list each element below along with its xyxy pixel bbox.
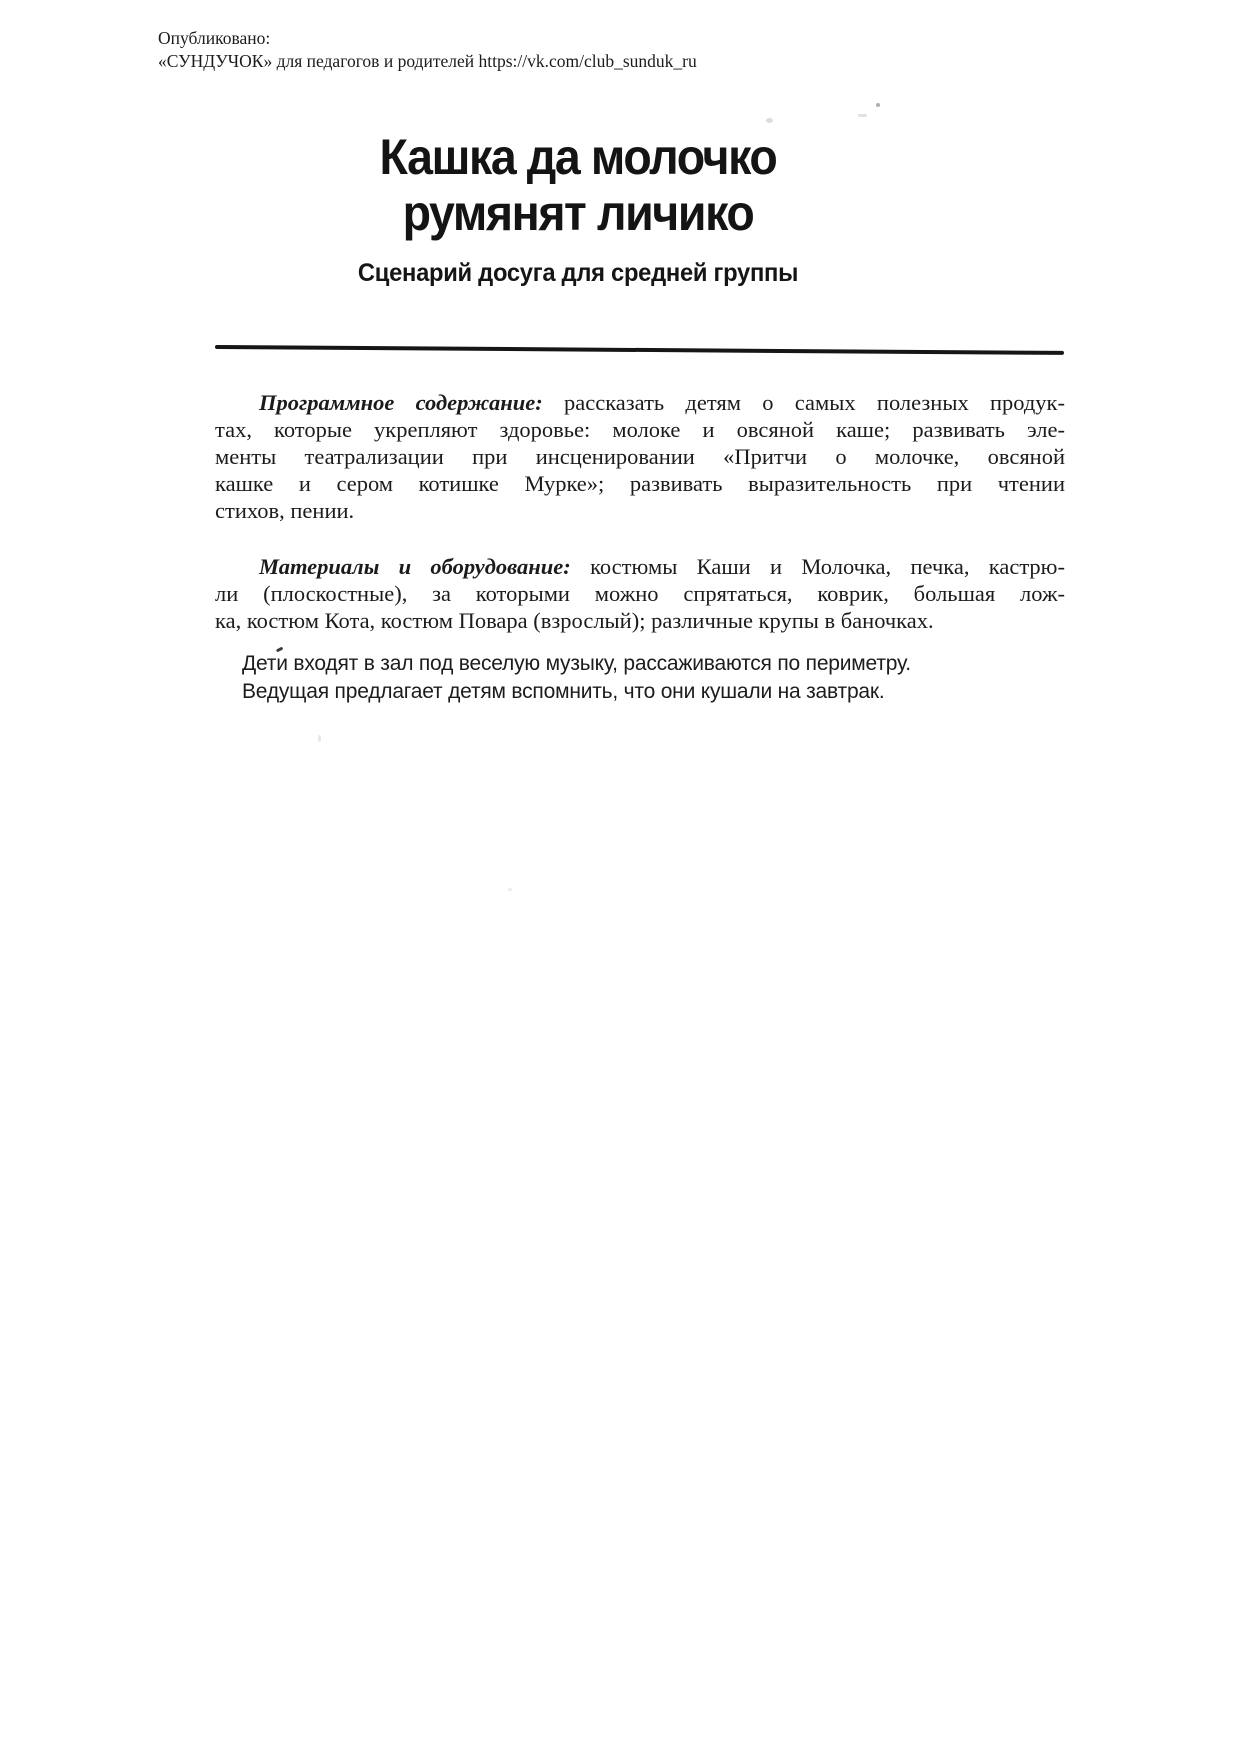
paragraph-line: стихов, пении.	[215, 498, 355, 523]
title-line-2: румянят личико	[402, 185, 754, 241]
paragraph-line	[215, 553, 1065, 580]
scan-speck	[858, 114, 867, 117]
title-line-1: Кашка да молочко	[379, 129, 777, 185]
paragraph-program-content	[215, 389, 1065, 524]
scan-speck	[508, 888, 512, 891]
stage-direction-line: Дети входят в зал под веселую музыку, рассаживаются по периметру.	[242, 652, 911, 675]
document-title	[215, 129, 941, 241]
paragraph-line: тах, которые укрепляют здоровье: молоке и овсяной каше; развивать эле-	[215, 417, 1065, 442]
paragraph-line: менты театрализации при инсценировании «Притчи о молочке, овсяной	[215, 444, 1065, 469]
scan-speck	[876, 103, 880, 107]
paragraph-line: ли (плоскостные), за которыми можно спрятаться, коврик, большая лож-	[215, 581, 1065, 606]
published-label: Опубликовано:	[158, 28, 271, 48]
paragraph-line: ка, костюм Кота, костюм Повара (взрослый); различные крупы в баночках.	[215, 608, 934, 633]
scan-speck	[766, 118, 773, 123]
stage-direction-line: Ведущая предлагает детям вспомнить, что они кушали на завтрак.	[242, 679, 885, 703]
paragraph-lead: Материалы и оборудование:	[259, 554, 571, 579]
paragraph-line-rest: костюмы Каши и Молочка, печка, кастрю-	[570, 554, 1065, 579]
source-line: «СУНДУЧОК» для педагогов и родителей https://vk.com/club_sunduk_ru	[158, 50, 697, 71]
paragraph-materials	[215, 553, 1065, 634]
paragraph-line-rest: рассказать детям о самых полезных продук-	[542, 390, 1065, 415]
paragraph-lead: Программное содержание:	[259, 390, 543, 415]
stage-directions	[242, 650, 942, 705]
publication-header	[158, 27, 697, 72]
paragraph-line: кашке и сером котишке Мурке»; развивать выразительность при чтении	[215, 471, 1065, 496]
scan-speck	[318, 735, 321, 742]
document-subtitle: Сценарий досуга для средней группы	[357, 259, 799, 287]
paragraph-line	[215, 389, 1065, 416]
horizontal-rule	[215, 345, 1064, 355]
